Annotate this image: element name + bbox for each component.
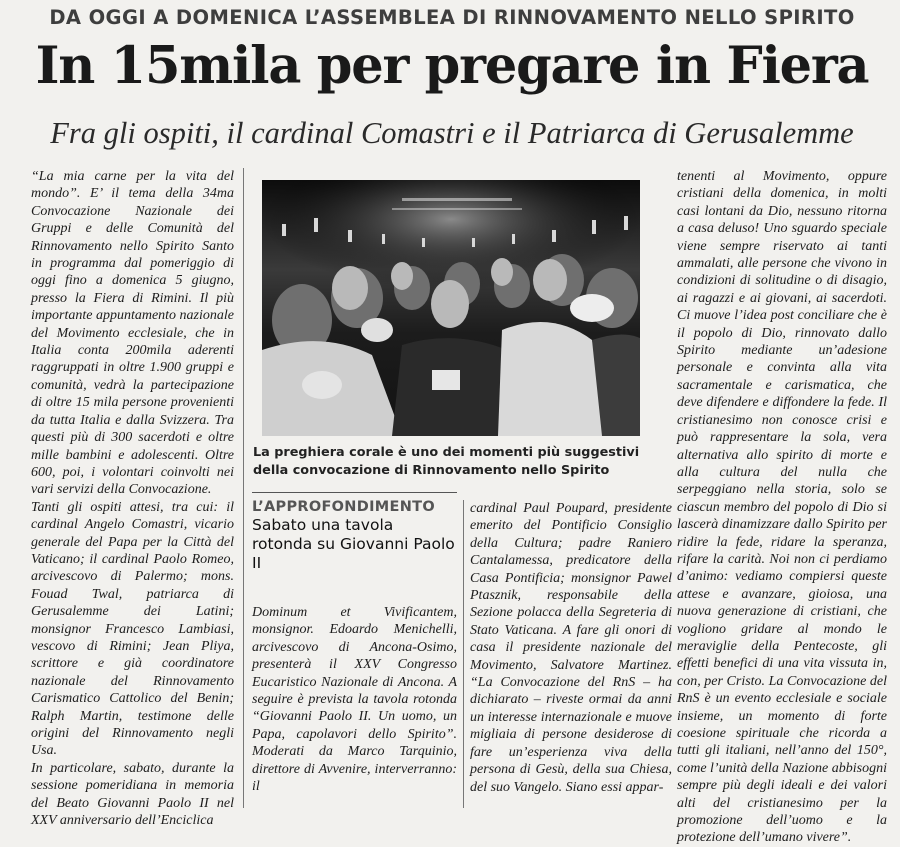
article-paragraph: Dominum et Vivificantem, monsignor. Edoardo Menichelli, arcivescovo di Ancona-Osimo, presenterà il XXV Congresso Eucaristico Nazionale di Ancona. A seguire è prevista la tavola rotonda “Giovanni Paolo II. Un uomo, un Papa, capolavori dello Spirito”. Moderati da Marco Tarquinio, direttore di Avvenire, interverranno: il [252, 605, 457, 795]
column-rule-1 [243, 168, 244, 808]
article-paragraph: tenenti al Movimento, oppure cristiani della domenica, in molti casi lontani da Dio, nessuno ritorna a casa deluso! Uno sguardo speciale viene sempre riservato ai tanti ammalati, alle persone che vivono in condizioni di solitudine o di disagio, ai ragazzi e ai giovani, ai sacerdoti. Ci muove l’idea post conciliare che è il popolo di Dio, rinnovato dallo Spirito mediante un’adesione personale e convinta alla vita sacramentale e carismatica, che deve difendere e diffondere la fede. Il cristianesimo non conosce crisi e può rappresentare la sola, vera alternativa allo spirito di morte e alla cultura del nulla che serpeggiano nella storia, solo se ciascun membro del popolo di Dio si lascerà dinamizzare dallo Spirito per ridire la fede, ridare la speranza, rifare la carità. Noi non ci perdiamo d’animo: vediamo compiersi queste attese e avanzare, gioiosa, una nuova generazione di cristiani, che vogliono gridare al mondo le meraviglie della Pentecoste, gli effetti benefici di una vita vissuta in, con, per Cristo. La Convocazione del RnS è un evento ecclesiale e sociale insieme, un momento di forte coesione spirituale che ricorda a tutti gli italiani, nell’anno del 150°, come l’unità della Nazione abbisogni sempre più degli ideali e dei valori alti del cristianesimo per la promozione dell’uomo e la protezione dell’umano vivere”. [677, 169, 887, 846]
sidebar-box [252, 492, 457, 573]
sidebar-box-label: L’APPROFONDIMENTO [252, 499, 435, 515]
subheadline: Fra gli ospiti, il cardinal Comastri e il Patriarca di Gerusalemme [50, 116, 854, 150]
article-column-2 [252, 604, 457, 795]
article-column-3 [470, 500, 672, 796]
column-rule-2 [463, 500, 464, 808]
photo-caption: La preghiera corale è uno dei momenti più suggestivi della convocazione di Rinnovamento nello Spirito [253, 445, 640, 478]
article-paragraph: In particolare, sabato, durante la sessione pomeridiana in memoria del Beato Giovanni Paolo II nel XXV anniversario dell’Enciclica [31, 760, 234, 829]
headline: In 15mila per pregare in Fiera [35, 36, 869, 96]
kicker: DA OGGI A DOMENICA L’ASSEMBLEA DI RINNOVAMENTO NELLO SPIRITO [49, 6, 855, 29]
article-column-4 [677, 168, 887, 847]
sidebar-box-rule [252, 492, 457, 493]
sidebar-box-title: Sabato una tavola rotonda su Giovanni Paolo II [252, 516, 455, 572]
article-paragraph: Tanti gli ospiti attesi, tra cui: il cardinal Angelo Comastri, vicario generale del Papa per la Città del Vaticano; il cardinal Paolo Romeo, arcivescovo di Palermo; mons. Fouad Twal, patriarca di Gerusalemme dei Latini; monsignor Francesco Lambiasi, vescovo di Rimini; Jean Pliya, scrittore e già coordinatore nazionale del Rinnovamento Carismatico Cattolico del Benin; Ralph Martin, testimone delle origini del Rinnovamento negli Usa. [31, 499, 234, 759]
article-paragraph: “La mia carne per la vita del mondo”. E’ il tema della 34ma Convocazione Nazionale dei Gruppi e delle Comunità del Rinnovamento nello Spirito Santo in programma dal pomeriggio di oggi fino a domenica 5 giugno, presso la Fiera di Rimini. Il più importante appuntamento nazionale del Movimento ecclesiale, che in Italia conta 200mila aderenti raggruppati in oltre 1.900 gruppi e comunità, vedrà la partecipazione di oltre 15 mila persone provenienti da tutta Italia e dalla Svizzera. Tra questi più di 300 sacerdoti e oltre mille bambini e adolescenti. Oltre 600, poi, i volontari coinvolti nei vari servizi della Convocazione. [31, 169, 234, 498]
article-paragraph: cardinal Paul Poupard, presidente emerito del Pontificio Consiglio della Cultura; padre Raniero Cantalamessa, predicatore della Casa Pontificia; monsignor Pawel Ptasznik, responsabile della Sezione polacca della Segreteria di Stato Vaticana. A fare gli onori di casa il presidente nazionale del Movimento, Salvatore Martinez. “La Convocazione del RnS – ha dichiarato – riveste ormai da anni un interesse internazionale e muove migliaia di persone desiderose di fare un’esperienza viva della persona di Gesù, della sua Chiesa, del suo Vangelo. Siano essi appar- [470, 501, 672, 795]
crowd-photo [262, 180, 640, 436]
article-column-1 [31, 168, 234, 829]
crowd-photo-image [262, 180, 640, 436]
